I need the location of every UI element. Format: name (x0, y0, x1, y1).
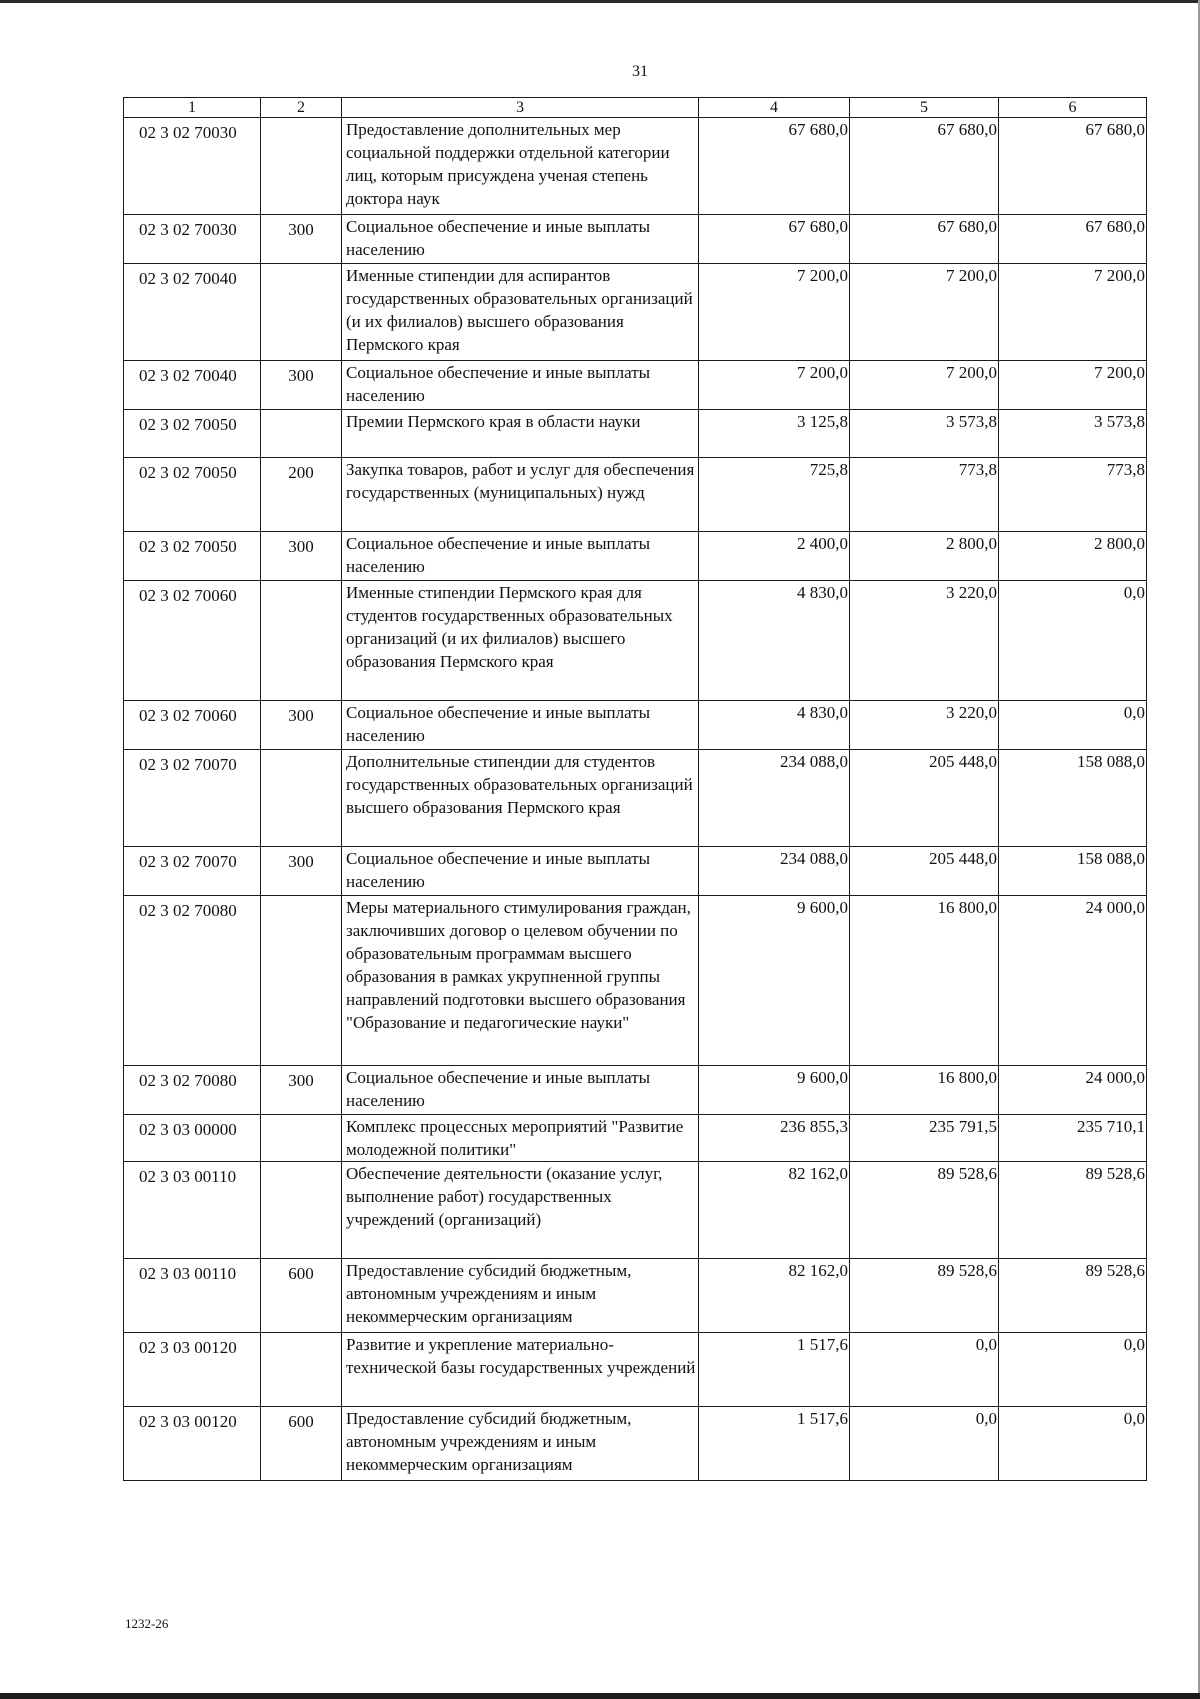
table-row (124, 1066, 1147, 1115)
document-footer-code: 1232-26 (125, 1616, 169, 1631)
kvr-cell: 300 (261, 1066, 342, 1115)
code-cell: 02 3 02 70040 (124, 361, 261, 410)
value-cell: 67 680,0 (850, 215, 999, 264)
code-cell: 02 3 02 70050 (124, 410, 261, 458)
page-number: 31 (632, 63, 648, 80)
page-edge-bottom (0, 1693, 1200, 1699)
table-row (124, 847, 1147, 896)
value-cell: 773,8 (850, 458, 999, 532)
value-cell: 3 220,0 (850, 701, 999, 750)
name-cell: Премии Пермского края в области науки (342, 410, 699, 458)
value-cell: 205 448,0 (850, 847, 999, 896)
column-header-4: 4 (699, 98, 850, 118)
value-cell: 234 088,0 (699, 847, 850, 896)
value-cell: 0,0 (999, 581, 1147, 701)
value-cell: 3 573,8 (850, 410, 999, 458)
value-cell: 7 200,0 (999, 361, 1147, 410)
value-cell: 67 680,0 (699, 215, 850, 264)
value-cell: 89 528,6 (850, 1162, 999, 1259)
kvr-cell: 300 (261, 215, 342, 264)
kvr-cell (261, 118, 342, 215)
column-header-3: 3 (342, 98, 699, 118)
header-row (124, 98, 1147, 118)
column-header-2: 2 (261, 98, 342, 118)
name-cell: Меры материального стимулирования граждан, заключивших договор о целевом обучении по образовательным программам высшего образования в рамках укрупненной группы направлений подготовки высшего образования "Образование и педагогические науки" (342, 896, 699, 1066)
kvr-cell (261, 896, 342, 1066)
value-cell: 9 600,0 (699, 896, 850, 1066)
value-cell: 158 088,0 (999, 847, 1147, 896)
name-cell: Именные стипендии для аспирантов государственных образовательных организаций (и их филиалов) высшего образования Пермского края (342, 264, 699, 361)
kvr-cell (261, 410, 342, 458)
value-cell: 1 517,6 (699, 1333, 850, 1407)
value-cell: 236 855,3 (699, 1115, 850, 1162)
code-cell: 02 3 02 70040 (124, 264, 261, 361)
value-cell: 0,0 (999, 1333, 1147, 1407)
value-cell: 67 680,0 (999, 215, 1147, 264)
value-cell: 7 200,0 (850, 361, 999, 410)
kvr-cell (261, 1115, 342, 1162)
value-cell: 205 448,0 (850, 750, 999, 847)
table-row (124, 264, 1147, 361)
value-cell: 773,8 (999, 458, 1147, 532)
name-cell: Дополнительные стипендии для студентов государственных образовательных организаций высшего образования Пермского края (342, 750, 699, 847)
value-cell: 89 528,6 (999, 1162, 1147, 1259)
value-cell: 7 200,0 (699, 264, 850, 361)
page-edge-top (0, 0, 1200, 3)
name-cell: Комплекс процессных мероприятий "Развитие молодежной политики" (342, 1115, 699, 1162)
code-cell: 02 3 02 70050 (124, 532, 261, 581)
name-cell: Закупка товаров, работ и услуг для обеспечения государственных (муниципальных) нужд (342, 458, 699, 532)
table-row (124, 1259, 1147, 1333)
table-row (124, 581, 1147, 701)
name-cell: Социальное обеспечение и иные выплаты населению (342, 701, 699, 750)
kvr-cell (261, 1162, 342, 1259)
name-cell: Социальное обеспечение и иные выплаты населению (342, 847, 699, 896)
code-cell: 02 3 02 70060 (124, 581, 261, 701)
kvr-cell: 600 (261, 1407, 342, 1481)
kvr-cell: 300 (261, 532, 342, 581)
kvr-cell: 200 (261, 458, 342, 532)
value-cell: 1 517,6 (699, 1407, 850, 1481)
table-row (124, 1407, 1147, 1481)
value-cell: 2 400,0 (699, 532, 850, 581)
code-cell: 02 3 03 00120 (124, 1333, 261, 1407)
value-cell: 2 800,0 (999, 532, 1147, 581)
value-cell: 67 680,0 (699, 118, 850, 215)
kvr-cell: 300 (261, 701, 342, 750)
budget-table (123, 97, 1147, 1481)
name-cell: Социальное обеспечение и иные выплаты населению (342, 361, 699, 410)
table-row (124, 701, 1147, 750)
table-row (124, 1333, 1147, 1407)
value-cell: 82 162,0 (699, 1259, 850, 1333)
column-header-5: 5 (850, 98, 999, 118)
name-cell: Предоставление субсидий бюджетным, автономным учреждениям и иным некоммерческим организациям (342, 1407, 699, 1481)
kvr-cell (261, 1333, 342, 1407)
value-cell: 7 200,0 (850, 264, 999, 361)
value-cell: 2 800,0 (850, 532, 999, 581)
value-cell: 67 680,0 (999, 118, 1147, 215)
column-header-6: 6 (999, 98, 1147, 118)
kvr-cell (261, 750, 342, 847)
kvr-cell: 600 (261, 1259, 342, 1333)
code-cell: 02 3 02 70070 (124, 847, 261, 896)
code-cell: 02 3 02 70080 (124, 896, 261, 1066)
table-row (124, 118, 1147, 215)
name-cell: Развитие и укрепление материально-технической базы государственных учреждений (342, 1333, 699, 1407)
value-cell: 7 200,0 (999, 264, 1147, 361)
name-cell: Социальное обеспечение и иные выплаты населению (342, 1066, 699, 1115)
code-cell: 02 3 02 70030 (124, 118, 261, 215)
table-row (124, 361, 1147, 410)
table-row (124, 458, 1147, 532)
value-cell: 89 528,6 (999, 1259, 1147, 1333)
kvr-cell: 300 (261, 847, 342, 896)
table-row (124, 532, 1147, 581)
value-cell: 67 680,0 (850, 118, 999, 215)
value-cell: 89 528,6 (850, 1259, 999, 1333)
code-cell: 02 3 03 00000 (124, 1115, 261, 1162)
kvr-cell: 300 (261, 361, 342, 410)
table-row (124, 1162, 1147, 1259)
name-cell: Именные стипендии Пермского края для студентов государственных образовательных организаций (и их филиалов) высшего образования Пермского края (342, 581, 699, 701)
code-cell: 02 3 02 70030 (124, 215, 261, 264)
value-cell: 82 162,0 (699, 1162, 850, 1259)
value-cell: 235 791,5 (850, 1115, 999, 1162)
table-row (124, 896, 1147, 1066)
value-cell: 0,0 (850, 1333, 999, 1407)
value-cell: 16 800,0 (850, 1066, 999, 1115)
name-cell: Социальное обеспечение и иные выплаты населению (342, 532, 699, 581)
column-header-1: 1 (124, 98, 261, 118)
value-cell: 3 220,0 (850, 581, 999, 701)
code-cell: 02 3 03 00110 (124, 1162, 261, 1259)
name-cell: Предоставление дополнительных мер социальной поддержки отдельной категории лиц, которым присуждена ученая степень доктора наук (342, 118, 699, 215)
value-cell: 7 200,0 (699, 361, 850, 410)
value-cell: 158 088,0 (999, 750, 1147, 847)
name-cell: Социальное обеспечение и иные выплаты населению (342, 215, 699, 264)
value-cell: 0,0 (999, 1407, 1147, 1481)
table-row (124, 750, 1147, 847)
value-cell: 16 800,0 (850, 896, 999, 1066)
kvr-cell (261, 264, 342, 361)
value-cell: 3 125,8 (699, 410, 850, 458)
value-cell: 0,0 (850, 1407, 999, 1481)
table-row (124, 410, 1147, 458)
code-cell: 02 3 02 70070 (124, 750, 261, 847)
value-cell: 24 000,0 (999, 1066, 1147, 1115)
value-cell: 24 000,0 (999, 896, 1147, 1066)
value-cell: 3 573,8 (999, 410, 1147, 458)
code-cell: 02 3 03 00110 (124, 1259, 261, 1333)
code-cell: 02 3 03 00120 (124, 1407, 261, 1481)
value-cell: 235 710,1 (999, 1115, 1147, 1162)
name-cell: Предоставление субсидий бюджетным, автономным учреждениям и иным некоммерческим организациям (342, 1259, 699, 1333)
table-row (124, 215, 1147, 264)
value-cell: 234 088,0 (699, 750, 850, 847)
kvr-cell (261, 581, 342, 701)
value-cell: 4 830,0 (699, 581, 850, 701)
value-cell: 9 600,0 (699, 1066, 850, 1115)
table-row (124, 1115, 1147, 1162)
code-cell: 02 3 02 70080 (124, 1066, 261, 1115)
value-cell: 0,0 (999, 701, 1147, 750)
value-cell: 4 830,0 (699, 701, 850, 750)
name-cell: Обеспечение деятельности (оказание услуг, выполнение работ) государственных учреждений (организаций) (342, 1162, 699, 1259)
code-cell: 02 3 02 70060 (124, 701, 261, 750)
code-cell: 02 3 02 70050 (124, 458, 261, 532)
value-cell: 725,8 (699, 458, 850, 532)
